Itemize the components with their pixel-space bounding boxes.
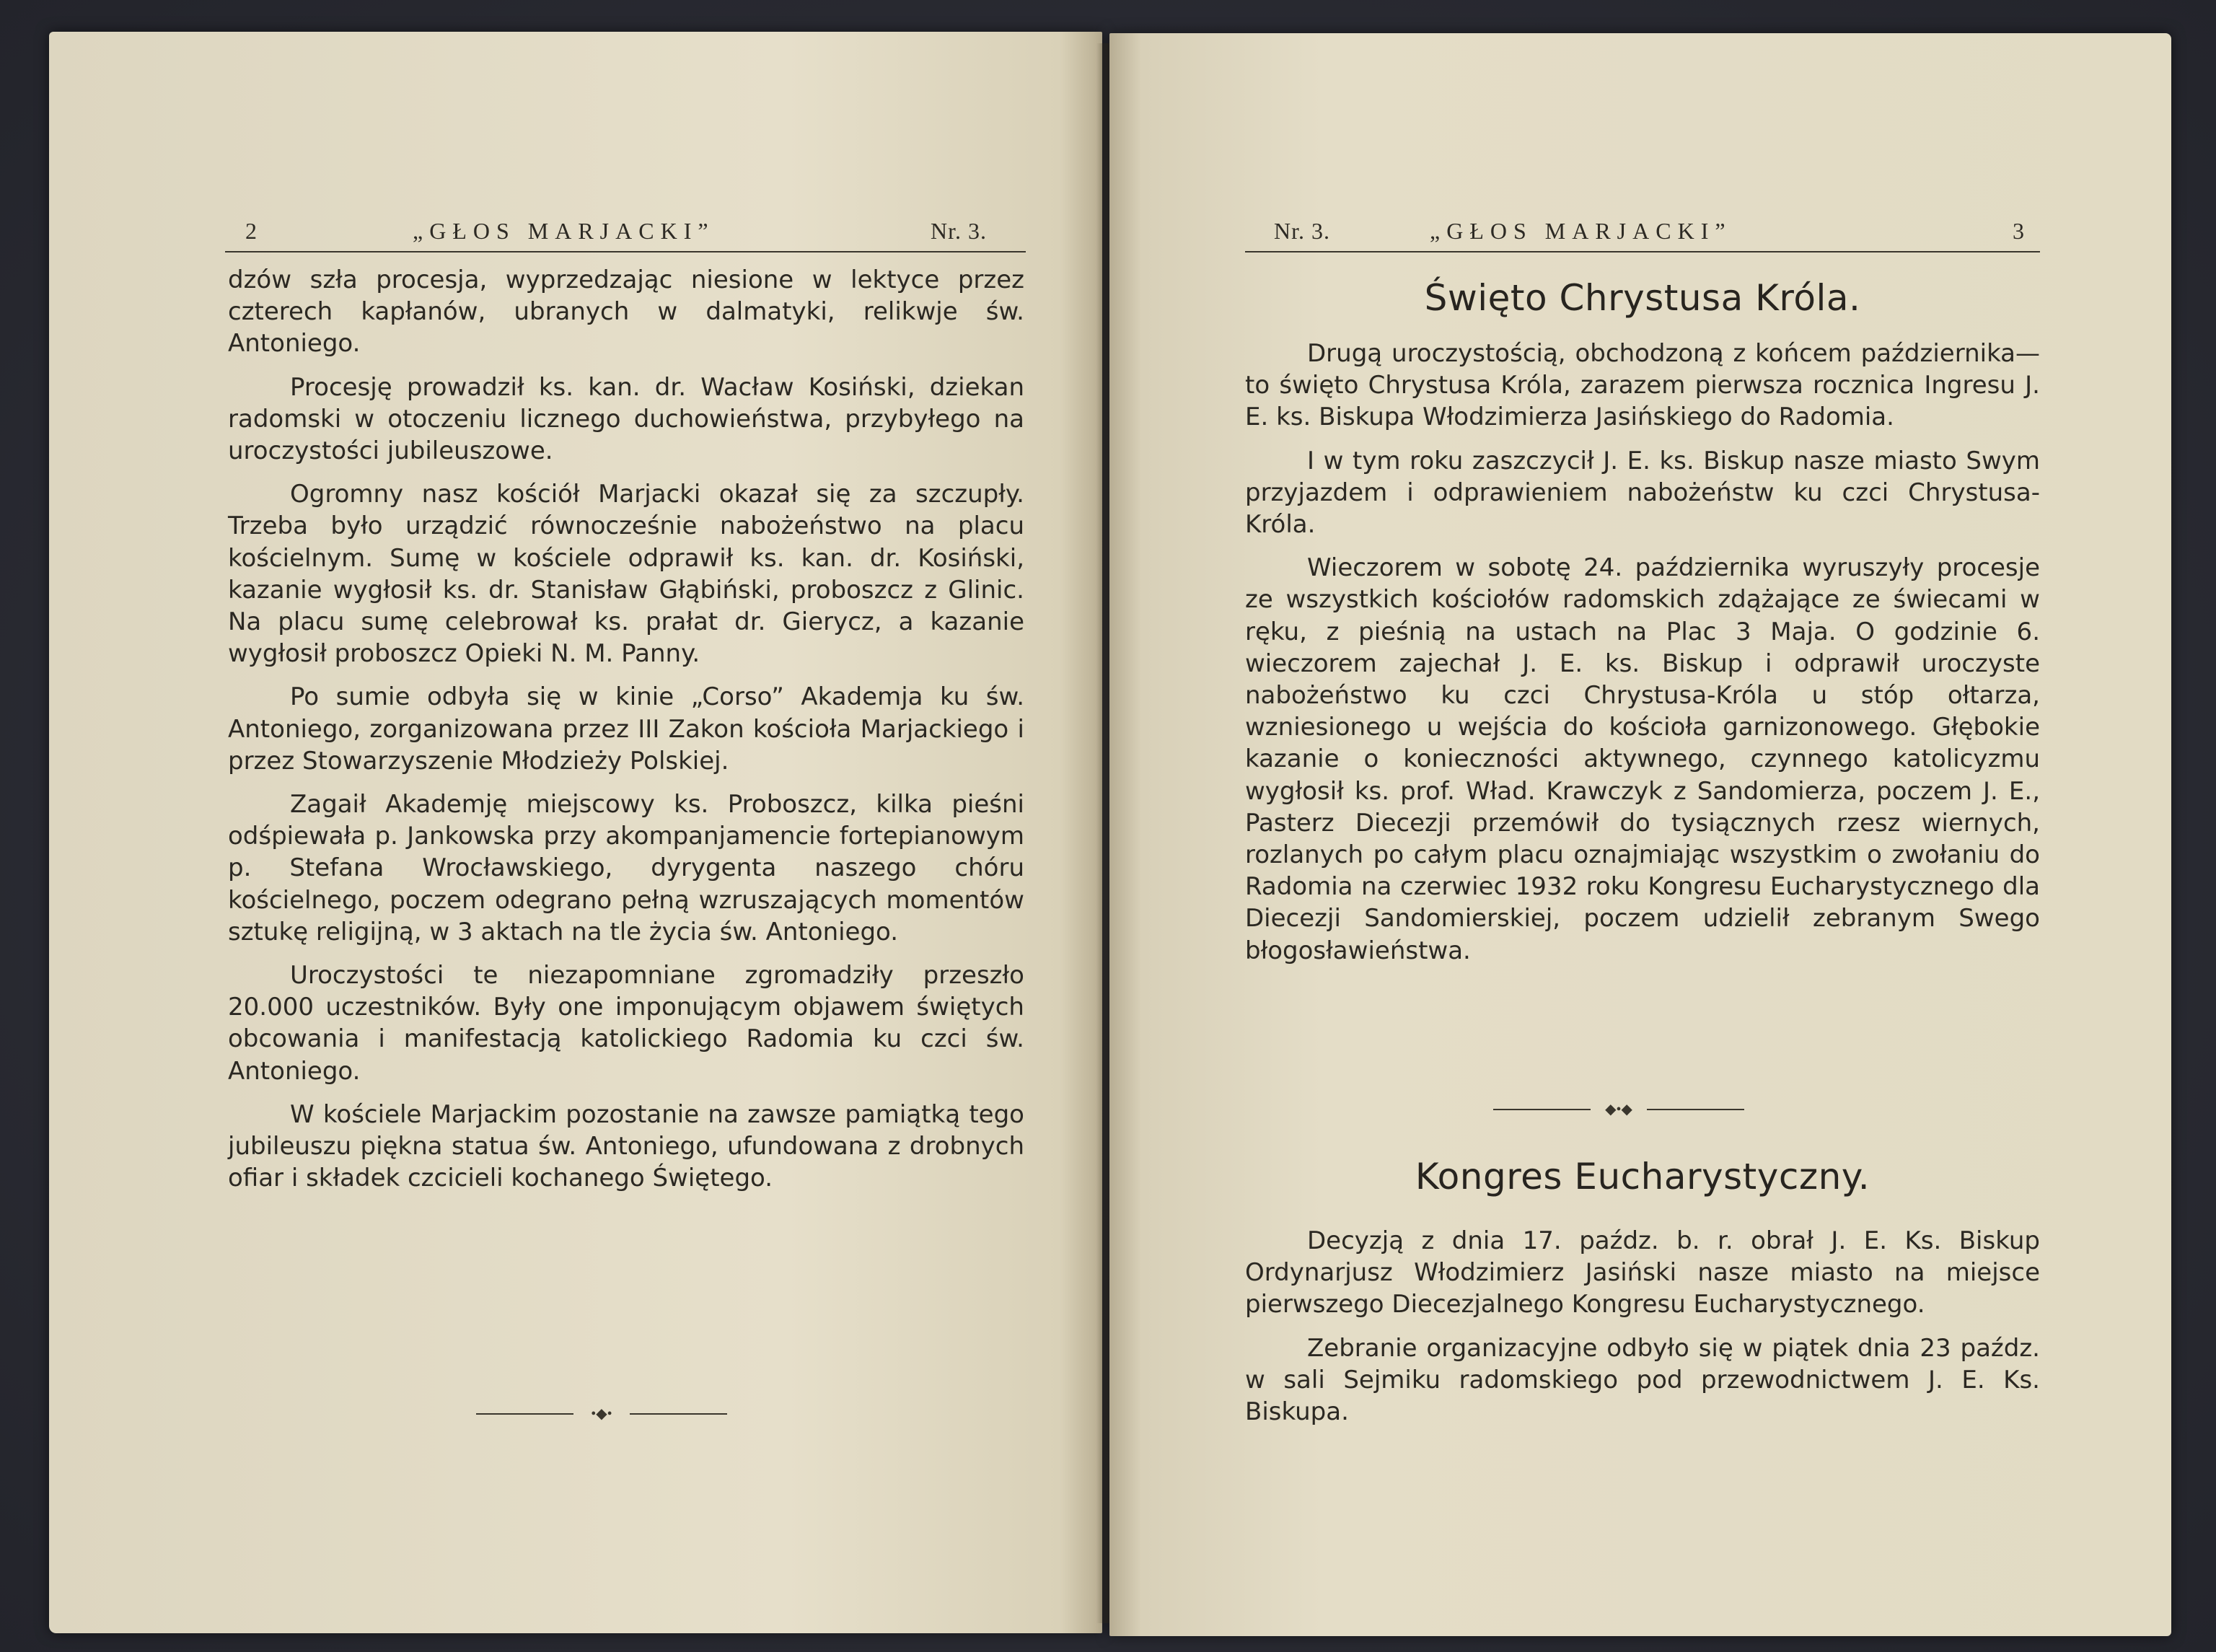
left-paragraph-5: Zagaił Akademję miejscowy ks. Proboszcz, kilka pieśni odśpiewała p. Jankowska przy akompanjamencie fortepianowym p. Stefana Wrocławskiego, dyrygenta naszego chóru kościelnego, poczem odegrano pełną wzruszających momentów sztukę religijną, w 3 aktach na tle życia św. Antoniego.: [228, 790, 1024, 946]
article-1-paragraph-1: Drugą uroczystością, obchodzoną z końcem października—to święto Chrystusa Króla, zarazem pierwsza rocznica Ingresu J. E. ks. Biskupa Włodzimierza Jasińskiego do Radomia.: [1245, 339, 2040, 432]
left-journal-title: „GŁOS MARJACKI”: [413, 218, 715, 244]
right-ornament-divider: [1493, 1102, 1744, 1117]
article-2-paragraph-1: Decyzją z dnia 17. paźdz. b. r. obrał J. E. Ks. Biskup Ordynarjusz Włodzimierz Jasiński nasze miasto na miejsce pierwszego Diecezjalnego Kongresu Eucharystycznego.: [1245, 1226, 2040, 1319]
left-page: [49, 32, 1102, 1633]
left-issue-number: Nr. 3.: [931, 218, 987, 244]
right-journal-title: „GŁOS MARJACKI”: [1430, 218, 1732, 244]
left-ornament-divider: [476, 1407, 727, 1421]
right-ornament-glyph: ◆•◆: [1605, 1102, 1632, 1117]
left-paragraph-6: Uroczystości te niezapomniane zgromadziły przeszło 20.000 uczestników. Były one imponującym objawem świętych obcowania i manifestacją katolickiego Radomia ku czci św. Antoniego.: [228, 961, 1024, 1086]
right-header-rule: [1245, 251, 2040, 252]
article-1-paragraph-2: I w tym roku zaszczycił J. E. ks. Biskup nasze miasto Swym przyjazdem i odprawieniem nabożeństw ku czci Chrystusa-Króla.: [1245, 446, 2040, 540]
left-body-text: [228, 264, 1024, 1205]
left-ornament-glyph: •◆•: [591, 1406, 612, 1422]
article-1-title: Święto Chrystusa Króla.: [1424, 277, 1861, 319]
article-1-body: [1245, 338, 2040, 978]
left-paragraph-7: W kościele Marjackim pozostanie na zawsze pamiątką tego jubileuszu piękna statua św. Antoniego, ufundowana z drobnych ofiar i składek czcicieli kochanego Świętego.: [228, 1099, 1024, 1193]
left-paragraph-2: Procesję prowadził ks. kan. dr. Wacław Kosiński, dziekan radomski w otoczeniu licznego duchowieństwa, przybyłego na uroczystości jubileuszowe.: [228, 372, 1024, 466]
left-running-head: [245, 218, 1024, 247]
left-paragraph-3: Ogromny nasz kościół Marjacki okazał się za szczupły. Trzeba było urządzić równocześnie nabożeństwo na placu kościelnym. Sumę w kościele odprawił ks. kan. dr. Kosiński, kazanie wygłosił ks. dr. Stanisław Głąbiński, proboszcz z Glinic. Na placu sumę celebrował ks. prałat dr. Gierycz, a kazanie wygłosił proboszcz Opieki N. M. Panny.: [228, 480, 1024, 669]
left-header-rule: [225, 251, 1026, 252]
right-running-head: [1274, 218, 2039, 247]
right-page: [1109, 33, 2171, 1636]
left-paragraph-1: dzów szła procesja, wyprzedzając niesione w lektyce przez czterech kapłanów, ubranych w dalmatyki, relikwje św. Antoniego.: [228, 265, 1024, 359]
right-issue-number: Nr. 3.: [1274, 218, 1330, 244]
left-paragraph-4: Po sumie odbyła się w kinie „Corso” Akademja ku św. Antoniego, zorganizowana przez III Zakon kościoła Marjackiego i przez Stowarzyszenie Młodzieży Polskiej.: [228, 682, 1024, 776]
right-page-number: 3: [2013, 218, 2025, 244]
left-page-number: 2: [245, 218, 258, 244]
article-2-body: [1245, 1225, 2040, 1439]
article-2-paragraph-2: Zebranie organizacyjne odbyło się w piątek dnia 23 paźdz. w sali Sejmiku radomskiego pod przewodnictwem J. E. Ks. Biskupa.: [1245, 1333, 2040, 1427]
article-2-title: Kongres Eucharystyczny.: [1415, 1156, 1870, 1198]
article-1-paragraph-3: Wieczorem w sobotę 24. października wyruszyły procesje ze wszystkich kościołów radomskich zdążające ze świecami w ręku, z pieśnią na ustach na Plac 3 Maja. O godzinie 6. wieczorem zajechał J. E. ks. Biskup i odprawił uroczyste nabożeństwo ku czci Chrystusa-Króla u stóp ołtarza, wzniesionego u wejścia do kościoła garnizonowego. Głębokie kazanie o konieczności aktywnego, czynnego katolicyzmu wygłosił ks. prof. Wład. Krawczyk z Sandomierza, poczem J. E., Pasterz Diecezji przemówił do tysiącznych rzesz wiernych, rozlanych po całym placu oznajmiając wszystkim o zwołaniu do Radomia na czerwiec 1932 roku Kongresu Eucharystycznego dla Diecezji Sandomierskiej, poczem udzielił zebranym Swego błogosławieństwa.: [1245, 553, 2040, 965]
